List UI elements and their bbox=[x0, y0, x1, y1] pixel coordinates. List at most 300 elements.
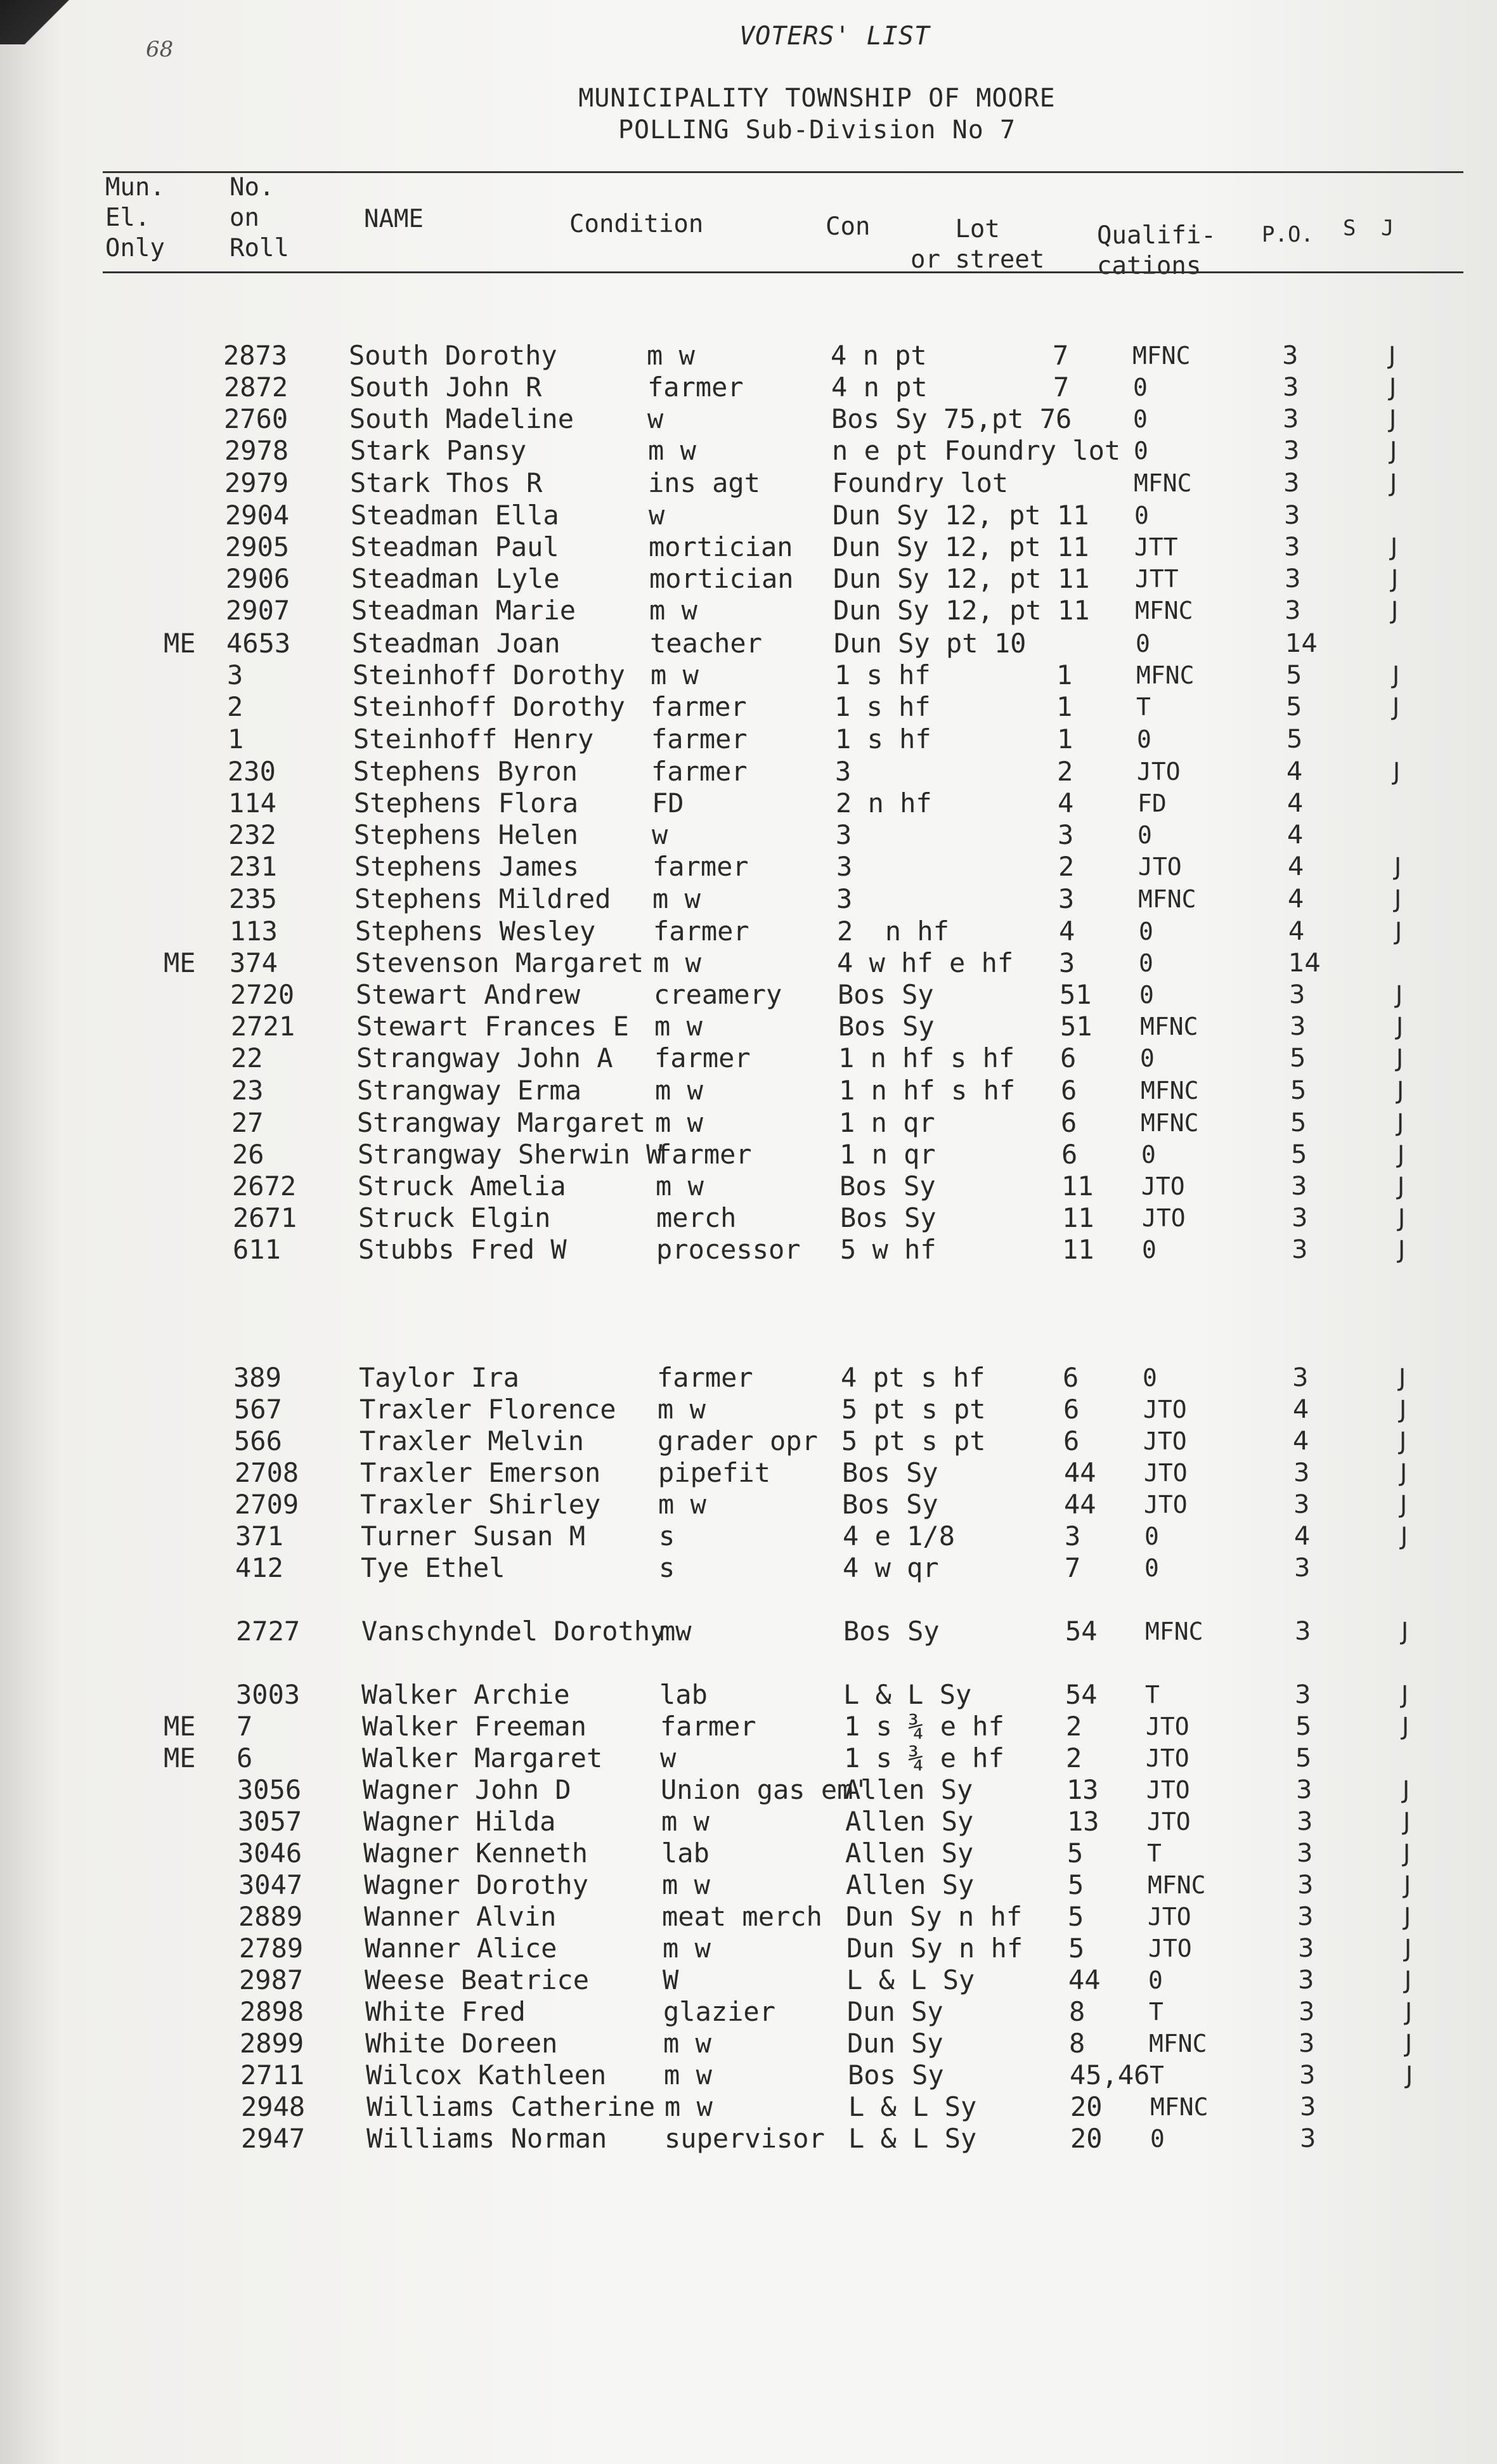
table-row bbox=[0, 1933, 1497, 1964]
cell-no: 3003 bbox=[236, 1679, 301, 1710]
cell-j: J bbox=[1404, 1935, 1412, 1962]
cell-po: 4 bbox=[1286, 757, 1303, 786]
cell-qual: MFNC bbox=[1149, 2030, 1207, 2058]
cell-con: Dun Sy bbox=[847, 1996, 943, 2027]
cell-cond: pipefit bbox=[658, 1457, 771, 1488]
cell-no: 235 bbox=[229, 883, 277, 914]
cell-con: Bos Sy bbox=[838, 1011, 935, 1042]
cell-cond: m w bbox=[652, 883, 701, 914]
cell-con: Allen Sy bbox=[845, 1774, 973, 1805]
cell-lot: 3 bbox=[1058, 819, 1074, 850]
cell-no: 2987 bbox=[239, 1964, 304, 1995]
cell-lot: 11 bbox=[1062, 1202, 1094, 1233]
cell-cond: m w bbox=[648, 435, 696, 466]
table-row bbox=[0, 1457, 1497, 1489]
cell-po: 3 bbox=[1285, 596, 1301, 625]
cell-con: n e pt Foundry lot bbox=[832, 435, 1121, 466]
cell-con: 4 pt s hf bbox=[841, 1362, 985, 1393]
cell-qual: 0 bbox=[1141, 1141, 1156, 1169]
column-header-lot-or-street: Lot or street bbox=[911, 215, 1045, 274]
cell-no: 2872 bbox=[224, 372, 288, 403]
cell-j: J bbox=[1389, 373, 1397, 401]
cell-po: 4 bbox=[1294, 1522, 1311, 1551]
cell-name: Steinhoff Dorothy bbox=[353, 691, 625, 722]
cell-po: 14 bbox=[1285, 629, 1318, 658]
cell-po: 3 bbox=[1282, 341, 1299, 370]
cell-j: J bbox=[1397, 1141, 1405, 1169]
cell-qual: 0 bbox=[1137, 821, 1152, 849]
cell-no: 2873 bbox=[223, 340, 288, 371]
cell-lot: 7 bbox=[1053, 372, 1070, 403]
cell-cond: m w bbox=[655, 1075, 703, 1106]
cell-con: 4 w hf e hf bbox=[837, 947, 1014, 978]
cell-cond: m w bbox=[653, 947, 701, 978]
table-row bbox=[0, 1011, 1497, 1042]
cell-lot: 20 bbox=[1070, 2091, 1103, 2122]
cell-no: 23 bbox=[231, 1075, 264, 1106]
cell-qual: JTO bbox=[1146, 1713, 1189, 1741]
table-row bbox=[0, 1838, 1497, 1869]
cell-lot: 51 bbox=[1060, 1011, 1092, 1042]
page-number: 68 bbox=[146, 37, 174, 62]
cell-qual: 0 bbox=[1136, 630, 1150, 658]
cell-con: 4 n pt bbox=[831, 372, 928, 403]
cell-po: 3 bbox=[1283, 436, 1300, 465]
cell-lot: 3 bbox=[1059, 947, 1075, 978]
cell-no: 371 bbox=[235, 1521, 283, 1552]
cell-cond: m w bbox=[654, 1011, 703, 1042]
cell-po: 3 bbox=[1297, 1807, 1313, 1836]
column-header-po: P.O. bbox=[1262, 222, 1314, 247]
cell-po: 3 bbox=[1300, 2124, 1316, 2153]
cell-cond: m w bbox=[664, 2059, 712, 2091]
cell-name: South Dorothy bbox=[349, 340, 557, 371]
table-row bbox=[0, 1394, 1497, 1425]
cell-lot: 3 bbox=[1065, 1521, 1081, 1552]
cell-con: 1 s ¾ e hf bbox=[844, 1711, 1004, 1742]
table-row bbox=[0, 916, 1497, 947]
cell-po: 3 bbox=[1300, 2092, 1316, 2122]
cell-no: 232 bbox=[228, 819, 276, 850]
cell-po: 3 bbox=[1291, 1172, 1307, 1201]
cell-cond: teacher bbox=[650, 628, 763, 659]
cell-name: Wagner John D bbox=[363, 1774, 571, 1805]
cell-con: 2 n hf bbox=[836, 788, 932, 819]
cell-no: 566 bbox=[234, 1425, 282, 1456]
column-header-con: Con bbox=[826, 212, 871, 241]
column-header-s: S bbox=[1343, 216, 1356, 241]
cell-j: J bbox=[1401, 1522, 1408, 1550]
cell-name: Traxler Emerson bbox=[360, 1457, 601, 1488]
table-row bbox=[0, 1234, 1497, 1266]
table-row bbox=[0, 1107, 1497, 1139]
cell-lot: 51 bbox=[1060, 979, 1092, 1010]
cell-j: J bbox=[1403, 1808, 1411, 1836]
cell-lot: 6 bbox=[1063, 1425, 1080, 1456]
cell-qual: FD bbox=[1137, 789, 1167, 817]
cell-j: J bbox=[1403, 1776, 1410, 1804]
cell-no: 2709 bbox=[235, 1489, 299, 1520]
cell-qual: MFNC bbox=[1148, 1871, 1206, 1899]
cell-po: 3 bbox=[1283, 373, 1299, 402]
table-row bbox=[0, 1489, 1497, 1521]
cell-po: 4 bbox=[1293, 1427, 1309, 1456]
cell-no: 2947 bbox=[241, 2123, 306, 2154]
cell-cond: mortician bbox=[649, 531, 793, 562]
cell-po: 3 bbox=[1284, 501, 1300, 530]
cell-po: 3 bbox=[1294, 1553, 1311, 1583]
cell-lot: 5 bbox=[1068, 1901, 1084, 1932]
cell-name: Wilcox Kathleen bbox=[366, 2059, 607, 2091]
cell-no: 27 bbox=[231, 1107, 264, 1138]
cell-no: 2789 bbox=[239, 1933, 304, 1964]
table-row bbox=[0, 1996, 1497, 2028]
cell-po: 5 bbox=[1290, 1044, 1306, 1073]
cell-cond: m w bbox=[663, 1933, 711, 1964]
cell-no: 2672 bbox=[232, 1170, 297, 1202]
cell-lot: 5 bbox=[1068, 1869, 1084, 1900]
cell-name: Strangway Margaret bbox=[357, 1107, 646, 1138]
cell-name: Walker Margaret bbox=[362, 1742, 603, 1773]
cell-qual: T bbox=[1145, 1681, 1160, 1709]
cell-cond: FD bbox=[652, 788, 684, 819]
cell-no: 22 bbox=[231, 1042, 263, 1073]
table-row bbox=[0, 372, 1497, 403]
cell-con: L & L Sy bbox=[843, 1679, 972, 1710]
cell-no: 2711 bbox=[240, 2059, 305, 2091]
cell-name: Williams Norman bbox=[366, 2123, 607, 2154]
cell-name: Steadman Lyle bbox=[351, 563, 560, 594]
cell-cond: m w bbox=[661, 1806, 710, 1837]
cell-po: 3 bbox=[1290, 1012, 1306, 1041]
cell-cond: m w bbox=[651, 659, 699, 691]
cell-j: J bbox=[1401, 1681, 1409, 1709]
cell-po: 14 bbox=[1288, 949, 1321, 978]
cell-lot: 54 bbox=[1065, 1616, 1098, 1647]
cell-lot: 5 bbox=[1068, 1933, 1085, 1964]
cell-qual: MFNC bbox=[1132, 342, 1191, 370]
cell-no: 374 bbox=[230, 947, 278, 978]
cell-con: Dun Sy n hf bbox=[846, 1901, 1023, 1932]
cell-name: Weese Beatrice bbox=[365, 1964, 590, 1995]
cell-lot: 3 bbox=[1058, 883, 1075, 914]
table-row bbox=[0, 1901, 1497, 1933]
cell-qual: T bbox=[1136, 693, 1151, 721]
cell-qual: JTO bbox=[1138, 853, 1182, 881]
cell-con: Dun Sy n hf bbox=[846, 1933, 1023, 1964]
cell-name: Stephens Wesley bbox=[355, 916, 596, 947]
cell-name: Wagner Dorothy bbox=[364, 1869, 589, 1900]
cell-con: 3 bbox=[836, 819, 852, 850]
cell-cond: merch bbox=[656, 1202, 737, 1233]
cell-con: 1 n hf s hf bbox=[838, 1042, 1015, 1073]
cell-no: 2907 bbox=[226, 595, 290, 626]
column-header-name: NAME bbox=[364, 205, 424, 233]
cell-po: 3 bbox=[1297, 1902, 1314, 1931]
cell-cond: farmer bbox=[652, 851, 749, 882]
cell-con: Dun Sy 12, pt 11 bbox=[833, 563, 1090, 594]
cell-no: 611 bbox=[233, 1234, 281, 1265]
cell-cond: mortician bbox=[649, 563, 794, 594]
cell-cond: m w bbox=[655, 1107, 703, 1138]
cell-lot: 6 bbox=[1061, 1075, 1077, 1106]
table-row bbox=[0, 819, 1497, 851]
table-row bbox=[0, 595, 1497, 626]
cell-qual: MFNC bbox=[1141, 1077, 1199, 1105]
cell-name: Stevenson Margaret bbox=[355, 947, 644, 978]
cell-qual: 0 bbox=[1133, 405, 1148, 433]
cell-j: J bbox=[1396, 981, 1403, 1009]
cell-qual: JTO bbox=[1148, 1935, 1192, 1962]
cell-name: Stephens Mildred bbox=[354, 883, 611, 914]
table-row bbox=[0, 1362, 1497, 1394]
cell-lot: 1 bbox=[1056, 691, 1073, 722]
cell-qual: MFNC bbox=[1135, 597, 1193, 625]
cell-cond: w bbox=[649, 500, 665, 531]
cell-lot: 2 bbox=[1066, 1742, 1082, 1773]
cell-cond: farmer bbox=[647, 372, 744, 403]
cell-con: 1 s hf bbox=[834, 659, 931, 691]
cell-con: 4 e 1/8 bbox=[843, 1521, 956, 1552]
cell-cond: farmer bbox=[653, 916, 749, 947]
cell-po: 3 bbox=[1299, 1997, 1315, 2026]
table-row bbox=[0, 403, 1497, 435]
cell-j: J bbox=[1398, 1204, 1406, 1232]
cell-cond: m w bbox=[663, 2028, 711, 2059]
cell-name: Strangway Sherwin W bbox=[358, 1139, 663, 1170]
cell-qual: JTO bbox=[1141, 1172, 1185, 1200]
table-row bbox=[0, 788, 1497, 819]
cell-con: Bos Sy bbox=[839, 1170, 936, 1202]
cell-qual: JTO bbox=[1146, 1776, 1190, 1804]
cell-name: Strangway Erma bbox=[357, 1075, 582, 1106]
cell-cond: m w bbox=[664, 2091, 713, 2122]
table-row bbox=[0, 435, 1497, 467]
table-row bbox=[0, 723, 1497, 755]
cell-po: 4 bbox=[1288, 885, 1304, 914]
cell-qual: 0 bbox=[1133, 373, 1148, 401]
cell-j: J bbox=[1400, 1459, 1408, 1487]
cell-name: Steadman Ella bbox=[351, 500, 559, 531]
cell-no: 567 bbox=[234, 1394, 282, 1425]
cell-no: 2720 bbox=[230, 979, 295, 1010]
table-row bbox=[0, 851, 1497, 883]
cell-con: 1 s ¾ e hf bbox=[844, 1742, 1004, 1773]
cell-name: South John R bbox=[349, 372, 542, 403]
cell-j: J bbox=[1396, 1013, 1404, 1041]
cell-lot: 44 bbox=[1068, 1964, 1101, 1995]
cell-po: 3 bbox=[1285, 564, 1301, 593]
cell-j: J bbox=[1399, 1396, 1407, 1423]
cell-po: 5 bbox=[1291, 1140, 1307, 1169]
cell-j: J bbox=[1392, 661, 1400, 689]
cell-j: J bbox=[1397, 1109, 1404, 1137]
cell-j: J bbox=[1398, 1236, 1406, 1264]
cell-j: J bbox=[1390, 469, 1397, 497]
cell-no: 2721 bbox=[231, 1011, 295, 1042]
cell-cond: w bbox=[652, 819, 668, 850]
cell-po: 3 bbox=[1283, 405, 1299, 434]
cell-cond: m w bbox=[656, 1170, 704, 1202]
cell-cond: farmer bbox=[651, 691, 747, 722]
table-row bbox=[0, 531, 1497, 563]
column-header-qualifications: Qualifi- cations bbox=[1097, 221, 1216, 280]
cell-cond: s bbox=[659, 1521, 675, 1552]
cell-name: Williams Catherine bbox=[366, 2091, 656, 2122]
cell-con: Bos Sy bbox=[838, 979, 934, 1010]
cell-con: Dun Sy pt 10 bbox=[834, 628, 1027, 659]
cell-name: Traxler Florence bbox=[360, 1394, 616, 1425]
cell-lot: 2 bbox=[1058, 851, 1075, 882]
cell-no: 2904 bbox=[225, 500, 290, 531]
cell-con: L & L Sy bbox=[848, 2091, 977, 2122]
cell-qual: 0 bbox=[1144, 1554, 1159, 1582]
cell-con: Dun Sy 12, pt 11 bbox=[833, 500, 1089, 531]
cell-cond: m w bbox=[649, 595, 697, 626]
cell-qual: JTO bbox=[1144, 1459, 1188, 1487]
cell-lot: 54 bbox=[1065, 1679, 1098, 1710]
cell-cond: grader opr bbox=[658, 1425, 818, 1456]
cell-lot: 7 bbox=[1065, 1552, 1081, 1583]
cell-lot: 1 bbox=[1056, 659, 1073, 691]
cell-name: Strangway John A bbox=[356, 1042, 613, 1073]
cell-cond: lab bbox=[659, 1679, 708, 1710]
cell-po: 3 bbox=[1297, 1871, 1314, 1900]
cell-lot: 6 bbox=[1061, 1107, 1077, 1138]
cell-no: 3 bbox=[227, 659, 243, 691]
cell-po: 3 bbox=[1297, 1839, 1313, 1868]
cell-qual: 0 bbox=[1143, 1364, 1157, 1392]
cell-name: Walker Freeman bbox=[362, 1711, 587, 1742]
cell-lot: 11 bbox=[1061, 1170, 1094, 1202]
cell-po: 3 bbox=[1298, 1966, 1314, 1995]
table-row bbox=[0, 563, 1497, 595]
cell-qual: JTO bbox=[1148, 1903, 1191, 1931]
cell-no: 113 bbox=[230, 916, 278, 947]
cell-j: J bbox=[1392, 693, 1400, 721]
cell-name: Stark Thos R bbox=[350, 467, 543, 498]
cell-cond: farmer bbox=[651, 723, 748, 755]
cell-j: J bbox=[1394, 853, 1402, 881]
cell-j: J bbox=[1389, 405, 1397, 433]
cell-con: Dun Sy 12, pt 11 bbox=[833, 595, 1090, 626]
table-row bbox=[0, 1425, 1497, 1457]
table-row bbox=[0, 1869, 1497, 1901]
cell-lot: 20 bbox=[1070, 2123, 1103, 2154]
table-row bbox=[0, 1964, 1497, 1996]
cell-j: J bbox=[1397, 1172, 1405, 1200]
cell-name: Stephens Byron bbox=[353, 756, 578, 787]
cell-cond: mw bbox=[659, 1616, 692, 1647]
cell-name: White Doreen bbox=[365, 2028, 558, 2059]
cell-po: 4 bbox=[1293, 1395, 1309, 1424]
cell-con: Dun Sy 12, pt 11 bbox=[833, 531, 1089, 562]
cell-po: 4 bbox=[1288, 852, 1304, 881]
cell-qual: 0 bbox=[1144, 1522, 1159, 1550]
cell-qual: JTO bbox=[1143, 1396, 1187, 1423]
cell-no: 26 bbox=[232, 1139, 264, 1170]
cell-no: 4653 bbox=[226, 628, 291, 659]
cell-qual: JTO bbox=[1143, 1427, 1187, 1455]
cell-qual: MFNC bbox=[1141, 1109, 1199, 1137]
cell-con: 1 n qr bbox=[839, 1107, 935, 1138]
column-header-j: J bbox=[1381, 216, 1394, 241]
cell-qual: MFNC bbox=[1150, 2093, 1209, 2121]
table-row bbox=[0, 2059, 1497, 2091]
cell-name: Wagner Hilda bbox=[363, 1806, 556, 1837]
cell-name: Stark Pansy bbox=[350, 435, 527, 466]
cell-no: 2708 bbox=[235, 1457, 299, 1488]
column-header-condition: Condition bbox=[569, 210, 704, 238]
cell-po: 3 bbox=[1298, 1934, 1314, 1963]
cell-cond: w bbox=[647, 403, 664, 434]
cell-qual: 0 bbox=[1148, 1966, 1163, 1994]
cell-cond: meat merch bbox=[662, 1901, 822, 1932]
cell-name: Walker Archie bbox=[361, 1679, 570, 1710]
cell-cond: farmer bbox=[657, 1362, 753, 1393]
cell-no: 2760 bbox=[224, 403, 288, 434]
cell-qual: JTO bbox=[1137, 758, 1181, 786]
cell-j: J bbox=[1403, 1839, 1411, 1867]
cell-no: 2 bbox=[227, 691, 243, 722]
cell-name: Struck Elgin bbox=[358, 1202, 551, 1233]
cell-name: Stephens Flora bbox=[354, 788, 579, 819]
cell-j: J bbox=[1399, 1364, 1406, 1392]
cell-j: J bbox=[1391, 565, 1399, 593]
cell-name: Wanner Alvin bbox=[364, 1901, 557, 1932]
cell-cond: processor bbox=[656, 1234, 801, 1265]
cell-po: 3 bbox=[1289, 980, 1306, 1009]
cell-po: 3 bbox=[1292, 1363, 1309, 1392]
cell-po: 4 bbox=[1287, 789, 1304, 818]
cell-cond: s bbox=[659, 1552, 675, 1583]
table-row bbox=[0, 1711, 1497, 1742]
table-row bbox=[0, 467, 1497, 499]
cell-j: J bbox=[1405, 1998, 1413, 2026]
cell-no: 2978 bbox=[224, 435, 289, 466]
cell-lot: 44 bbox=[1064, 1489, 1096, 1520]
cell-con: 5 pt s pt bbox=[841, 1394, 986, 1425]
cell-no: 2899 bbox=[240, 2028, 304, 2059]
cell-cond: w bbox=[660, 1742, 677, 1773]
cell-con: 1 n hf s hf bbox=[839, 1075, 1016, 1106]
cell-qual: T bbox=[1149, 1998, 1163, 2026]
cell-no: 2948 bbox=[241, 2091, 306, 2122]
cell-j: J bbox=[1391, 597, 1399, 625]
cell-qual: MFNC bbox=[1140, 1013, 1198, 1041]
cell-con: Bos Sy bbox=[842, 1457, 938, 1488]
cell-po: 3 bbox=[1295, 1617, 1311, 1646]
cell-j: J bbox=[1390, 533, 1398, 561]
table-row bbox=[0, 628, 1497, 659]
cell-con: Allen Sy bbox=[845, 1838, 974, 1869]
cell-cond: lab bbox=[661, 1838, 710, 1869]
cell-no: 3047 bbox=[238, 1869, 303, 1900]
cell-cond: ins agt bbox=[648, 467, 761, 498]
cell-qual: JTO bbox=[1144, 1491, 1188, 1519]
cell-con: Bos Sy bbox=[840, 1202, 936, 1233]
cell-name: Struck Amelia bbox=[358, 1170, 566, 1202]
cell-con: 2 n hf bbox=[837, 916, 950, 947]
cell-name: Traxler Shirley bbox=[360, 1489, 601, 1520]
cell-con: 3 bbox=[835, 756, 852, 787]
cell-lot: 7 bbox=[1053, 340, 1069, 371]
cell-name: Stewart Frances E bbox=[356, 1011, 629, 1042]
cell-name: Wagner Kenneth bbox=[363, 1838, 588, 1869]
cell-con: 3 bbox=[836, 883, 853, 914]
cell-po: 5 bbox=[1295, 1712, 1312, 1741]
cell-cond: glazier bbox=[663, 1996, 776, 2027]
